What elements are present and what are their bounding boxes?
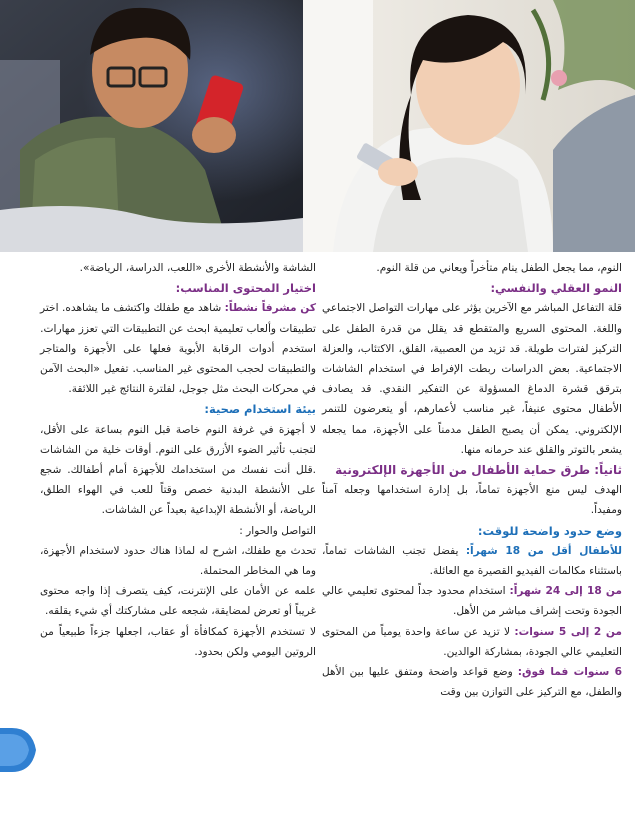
right-text-column [322,258,622,702]
paragraph: الشاشة والأنشطة الأخرى «اللعب، الدراسة، الرياضة». [79,262,316,274]
item-lead: للأطفال أقل من 18 شهراً: [465,544,622,557]
paragraph: التواصل والحوار : [239,524,316,537]
paragraph: استخدم أدوات الرقابة الأبوية فعلها على الأجهزة والمتاجر والتطبيقات لحجب المحتوى غير المناسب. تفعيل «البحث الآمن في محركات البحث مثل جوجل، لفلترة النتائج غير اللائقة. [40,342,316,396]
item-lead: كن مشرفاً نشطاً: [224,302,316,315]
left-text-column [40,258,316,662]
paragraph: الهدف ليس منع الأجهزة تماماً، بل إدارة استخدامها وجعله آمناً ومفيداً. [322,484,622,517]
paragraph: لا أجهزة في غرفة النوم خاصة قبل النوم بساعة على الأقل، لتجنب تأثير الضوء الأزرق على النوم. أوقات خلية من الشاشات .قلل أنت نفسك من استخدامك للأجهزة أمام أطفالك. شجع على الأنشطة البدنية خصص وقتاً للعب في الهواء الطلق، الرياضة، أو الأنشطة الإبداعية بعيداً عن الشاشات. [40,423,316,517]
item-lead: من 18 إلى 24 شهراً: [509,585,622,598]
page-tab-icon [0,728,40,772]
list-item [322,581,622,621]
paragraph: لا تستخدم الأجهزة كمكافأة أو عقاب، اجعلها جزءاً طبيعياً من الروتين اليومي ولكن بحدود. [40,625,316,658]
photos-row [0,0,635,252]
paragraph: قلة التفاعل المباشر مع الآخرين يؤثر على مهارات التواصل الاجتماعي واللغة. المحتوى السريع والمتقطع قد يقلل من قدرة الطفل على التركيز لفترات طويلة. قد تزيد من العصبية، القلق، الاكتئاب، والعزلة الاجتماعية. بعض الدراسات ربطت الإفراط في استخدام الشاشات بترقق قشرة الدماغ المسؤولة عن التفكير النقدي. قد يصادف الأطفال محتوى عنيفاً، غير مناسب لأعمارهم، أو يتعرضون للتنمر الإلكتروني. يمكن أن يصبح الطفل مدمناً على الأجهزة، مما يجعله يشعر بالتوتر والقلق عند حرمانه منها. [322,302,622,456]
item-text: وضع قواعد واضحة ومتفق عليها بين الأهل والطفل، مع التركيز على التوازن بين وقت [322,666,622,699]
subheading: بيئة استخدام صحية: [204,402,316,417]
section-heading: النمو العقلي والنفسي: [490,281,622,296]
item-text: شاهد مع طفلك واكتشف ما يشاهده. اختر تطبيقات وألعاب تعليمية ابحث عن التطبيقات التي تعزز مهارات. [40,302,316,335]
list-item [322,662,622,702]
boy-with-phone-photo [0,0,303,252]
section-heading: اختيار المحتوى المناسب: [175,281,316,296]
subheading: وضع حدود واضحة للوقت: [477,523,622,538]
paragraph: النوم، مما يجعل الطفل ينام متأخراً ويعاني من قلة النوم. [376,262,622,274]
paragraph: تحدث مع طفلك، اشرح له لماذا هناك حدود لاستخدام الأجهزة، وما هي المخاطر المحتملة. [40,544,316,578]
item-lead: 6 سنوات فما فوق: [517,666,622,679]
item-lead: من 2 إلى 5 سنوات: [514,625,622,638]
list-item [40,298,316,338]
item-text: يفضل تجنب الشاشات تماماً، باستثناء مكالمات الفيديو القصيرة مع العائلة. [322,544,622,578]
girl-with-phone-photo [303,0,635,252]
list-item [322,541,622,581]
item-text: استخدام محدود جداً لمحتوى تعليمي عالي الجودة وتحت إشراف مباشر من الأهل. [322,585,622,618]
item-text: لا تزيد عن ساعة واحدة يومياً من المحتوى التعليمي عالي الجودة، بمشاركة الوالدين. [322,625,622,658]
list-item [322,622,622,662]
major-heading: ثانياً: طرق حماية الأطفال من الأجهزة الإلكترونية [335,463,622,478]
paragraph: علمه عن الأمان على الإنترنت، كيف يتصرف إذا واجه محتوى غريباً أو تعرض لمضايقة، شجعه على مشاركتك أي شيء يقلقه. [40,585,316,618]
